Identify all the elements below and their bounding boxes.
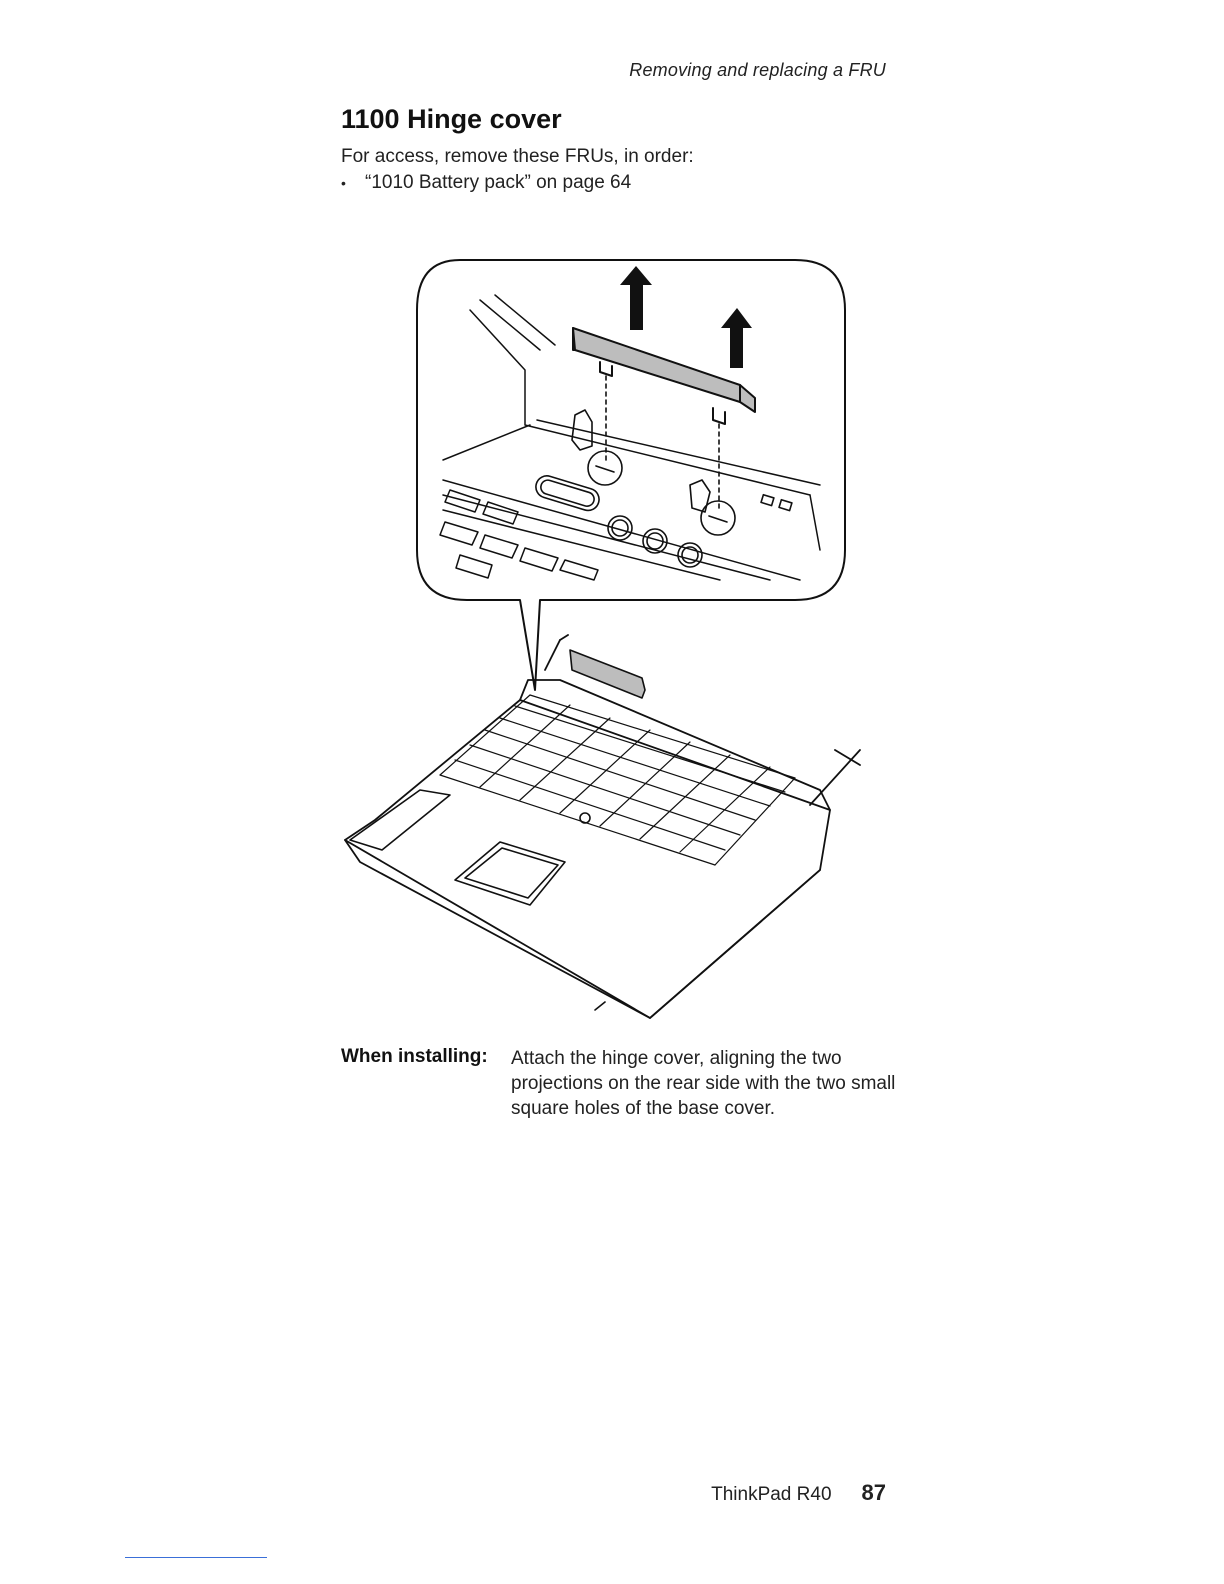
prerequisite-item <box>341 172 631 194</box>
hinge-cover-illustration <box>330 250 870 1020</box>
main-keyboard <box>440 695 795 865</box>
bullet: • <box>341 175 346 191</box>
when-installing-label: When installing: <box>341 1046 488 1067</box>
access-intro: For access, remove these FRUs, in order: <box>341 146 694 167</box>
page-number: 87 <box>861 1480 886 1505</box>
main-hinge-cover <box>570 650 645 698</box>
product-name: ThinkPad R40 <box>711 1484 832 1505</box>
palm-rest <box>350 790 605 1010</box>
page-footer <box>711 1480 886 1506</box>
section-title: 1100 Hinge cover <box>341 104 562 134</box>
laptop-base <box>345 635 860 1018</box>
prerequisite-link[interactable]: “1010 Battery pack” on page 64 <box>365 172 632 193</box>
prerequisite-list <box>341 172 631 194</box>
when-installing-text: Attach the hinge cover, aligning the two projections on the rear side with the two small square holes of the base cover. <box>511 1048 896 1119</box>
running-header: Removing and replacing a FRU <box>629 60 886 80</box>
footnote-rule <box>125 1557 267 1558</box>
